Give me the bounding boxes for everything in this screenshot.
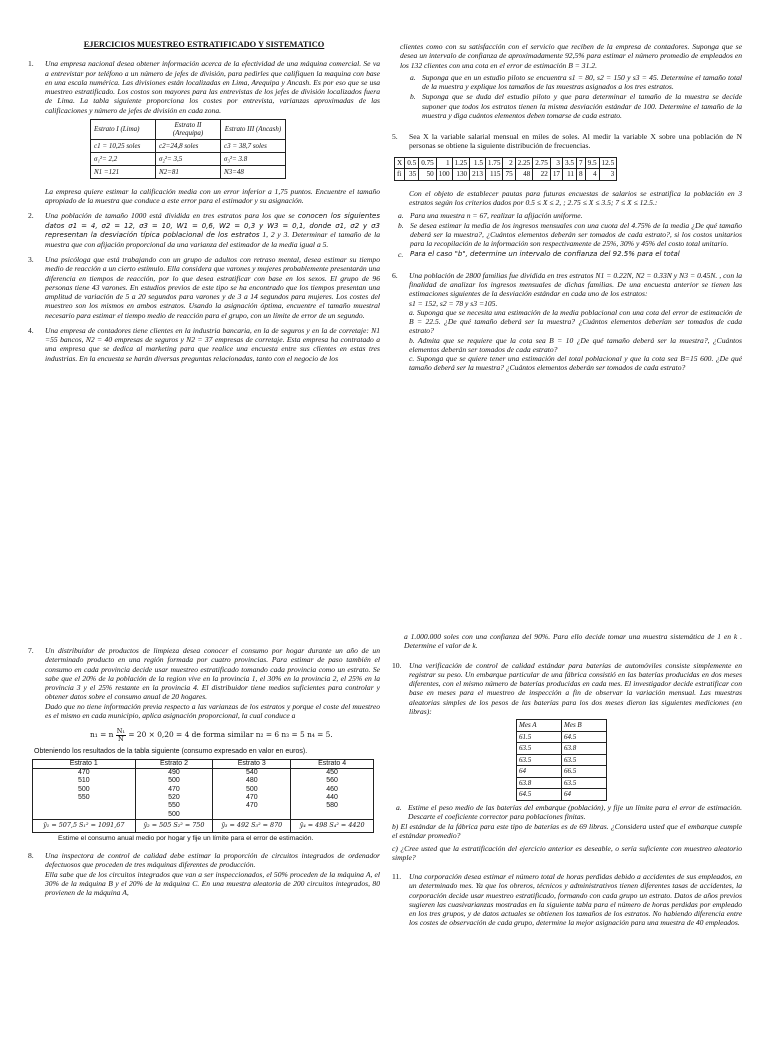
table-row: 510 500 480 560 — [33, 777, 374, 785]
freq-f-cell: 3 — [599, 169, 617, 181]
freq-f-cell: 75 — [503, 169, 515, 181]
exercise-11: 11. Una corporación desea estimar el número total de horas perdidas debido a accidentes de sus empleados, en un determinado mes. Ya que los obreros, técnicos y administrativos tienen diferentes tasas de accidentes, la corporación decide usar muestreo estratificado, formando con cada grupo un estrato. Datos de años previos sugieren las cuasivarianzas mostradas en la siguiente tabla para el número de horas perdidas por empleado en los tres grupos, y de datos actuales se obtienen los tamaños de los estratos. No habiendo diferencia entre los costes de observación de cada grupo, determine la mejor asignación para una muestra de 40 empleados. — [392, 872, 742, 928]
freq-f-cell: 17 — [550, 169, 562, 181]
exercise-2-handwritten-data: conocen los siguientes datos σ1 = 4, σ2 = 12, σ3 = 10, W1 = 0,6, W2 = 0,3 y W3 = 0,1, donde σ1, σ2 y σ3 representan la desviación típica poblacional de los estratos — [45, 212, 380, 240]
table-row: 550 520 470 440 — [33, 794, 374, 802]
exercise-5: 5. Sea X la variable salarial mensual en miles de soles. Al medir la variable X sobre una población de N personas se obtiene la siguiente distribución de frecuencias. — [392, 132, 742, 151]
bottom-left-column: 7. Un distribuidor de productos de limpieza desea conocer el consumo por hogar durante un año de un determinado producto en una región formada por cuatro provincias. Para estimar de paso también el consumo en cada provincia decide usar muestreo estratificado tomando cada provincia como un estrato. Se sabe que el 20% de la población de la region vive en la provincia 1, el 30% en la provincia 2, el 25% en la provincia 3 y el 25% restante en la provincia 4. El distribuidor tiene medios suficientes para controlar y obtener datos sobre el consumo anual de 20 hogares. Dado que no tiene información previa respecto a las varianzas de los estratos y porque el coste del muestreo es el mismo en cada municipio, aplica asignación proporcional, la cual conduce a n₁ = n $\frac{\text{N₁}}{N}$ = 20 × 0,20 = 4 de forma similar n₂ = 6 n₃ = 5 n₄ = 5. Obteniendo los resultados de la tabla siguiente (consumo expresado en valor en euros). Estrato 1 Estrato 2 Estrato 3 Estrato 4 470 490 540 450 510 500 480 560 500 470 500 460 550 520 470 440 550 470 580 500 ȳ₁ = 507,5 S₁² = 1091,67 ȳ₂ = 505 S₂² = 750 ȳ₃ = 492 S₃² = 870 ȳ₄ = 498 S₄² = 4420 Estime el consumo anual medio por hogar y fije un límite para el error de estimación. 8. Una inspectora de control de calidad debe estimar la proporción de circuitos integrados de ordenador defectuosos que proceden de tres máquinas diferentes de producción. Ella sabe que de los circuitos integrados que van a ser inspeccionados, el 50% proceden de la máquina A, el 30% de la máquina B y el 20% de la máquina C. En una muestra aleatoria de 200 circuitos integrados, 80 provienen de la máquina A, — [28, 646, 380, 898]
freq-f-cell: 100 — [436, 169, 452, 181]
freq-x-cell: 1.5 — [470, 157, 486, 169]
battery-weights-table: Mes A Mes B 61.5 64.5 63.5 63.8 63.5 63.5 64 66.5 63.8 63.5 64.5 64 — [516, 719, 607, 801]
table-row: 63.8 63.5 — [517, 777, 607, 789]
exercise-4: 4. Una empresa de contadores tiene clientes en la industria bancaria, en la de seguros y en la de corretaje: N1 =55 bancos, N2 = 40 empresas de seguros y N2 = 37 empresas de corretaje. Esta empresa ha contratado a una empresa que se dedica al marketing para que realice una encuesta entre sus clientes en estas tres industrias. En la encuesta se harán diversas preguntas relacionadas, tanto con el negocio de los — [28, 325, 380, 363]
table-row: 500 470 500 460 — [33, 786, 374, 794]
freq-x-cell: 0.5 — [405, 157, 419, 169]
table-row: 64 66.5 — [517, 766, 607, 778]
freq-f-cell: 22 — [533, 169, 551, 181]
table-row: 470 490 540 450 — [33, 768, 374, 777]
exercise-6: 6. Una población de 2800 familias fue dividida en tres estratos N1 = 0.22N, N2 = 0.33N y N3 = 0.45N. , con la finalidad de analizar los ingresos mensuales de dichas familias. De una encuesta anterior se tienen las estimaciones siguientes de la desviación estándar en cada uno de los estratos: s1 = 152, s2 = 78 y s3 =105. a. Suponga que se necesita una estimación de la media poblacional con una cota del error de estimación de B = 22.5. ¿De qué tamaño deberá ser la muestra? ¿Cuántos elementos deberían ser tomados de cada estrato? b. Admita que se requiere que la cota sea B = 10 ¿De qué tamaño deberá ser la muestra?, ¿Cuántos elementos deberán ser tomados de cada estrato? c. Suponga que se quiere tener una estimación del total poblacional y que la cota sea B=15 600. ¿De qué tamaño deberá ser la muestra? ¿Cuántos elementos deberán ser tomados de cada estrato? — [392, 270, 742, 373]
table-row: 63.5 63.8 — [517, 743, 607, 755]
frequency-table: X 0.5 0.75 1 1.25 1.5 1.75 2 2.25 2.75 3 3.5 7 9.5 12.5 fi 35 50 100 130 213 115 75 48 22 17 11 8 4 3 — [394, 157, 617, 182]
bottom-right-column: a 1.000.000 soles con una confianza del 90%. Para ello decide tomar una muestra sistemática de 1 en k . Determine el valor de k. 10. Una verificación de control de calidad estándar para baterías de automóviles consiste simplemente en registrar su peso. Un embarque particular de una fábrica consistió en las baterías producidas en dos meses diferentes, con el mismo número de baterías producidas en cada mes. El investigador decide estratificar con base en meses para el muestreo de inspección a fin de observar la variación mensual. Las muestras aleatorias simples de los pesos de las baterías para los dos meses dieron las siguientes mediciones (en libras): Mes A Mes B 61.5 64.5 63.5 63.8 63.5 63.5 64 66.5 63.8 63.5 64.5 64 a. Estime el peso medio de las baterías del embarque (población), y fije un límite para el error de estimación. Descarte el coeficiente corrector para poblaciones finitas. b) El estándar de la fábrica para este tipo de baterías es de 69 libras. ¿Considera usted que el embarque cumple el estándar promedio? c) ¿Cree usted que la estratificación del ejercicio anterior es deseable, o sería suficiente con muestreo aleatorio simple? 11. Una corporación desea estimar el número total de horas perdidas debido a accidentes de sus empleados, en un determinado mes. Ya que los obreros, técnicos y administrativos tienen diferentes tasas de accidentes, la corporación decide usar muestreo estratificado, formando con cada grupo un estrato. Datos de años previos sugieren las cuasivarianzas mostradas en la siguiente tabla para el número de horas perdidas por empleado en los tres grupos, y de datos actuales se obtienen los tamaños de los estratos. No habiendo diferencia entre los costes de observación de cada grupo, determine la mejor asignación para una muestra de 40 empleados. — [392, 632, 742, 928]
freq-x-cell: 12.5 — [599, 157, 617, 169]
exercise-9-continued: a 1.000.000 soles con una confianza del 90%. Para ello decide tomar una muestra sistemática de 1 en k . Determine el valor de k. — [404, 632, 742, 651]
top-right-column: clientes como con su satisfacción con el servicio que reciben de la empresa de contadores. Suponga que se desea un intervalo de confianza de aproximadamente 92,5% para estimar el número promedio de empleados en los 132 clientes con una cota en el error de estimación B = 31.2. a. Suponga que en un estudio piloto se encuentra s1 = 80, s2 = 150 y s3 = 45. Determine el tamaño total de la muestra y explique los tamaños de las muestras asignados a los tres estratos. b. Suponga que se duda del estudio piloto y que para determinar el tamaño de la muestra se decide suponer que todos los estratos tienen la misma desviación estándar de 100. Determine el tamaño de la muestra y diga cuántos elementos deben tomarse de cada estrato. 5. Sea X la variable salarial mensual en miles de soles. Al medir la variable X sobre una población de N personas se obtiene la siguiente distribución de frecuencias. X 0.5 0.75 1 1.25 1.5 1.75 2 2.25 2.75 3 3.5 7 9.5 12.5 fi 35 50 100 130 213 115 75 48 22 17 11 8 4 3 Con el objeto de establecer pautas para futuras encuestas de salarios se estratifica la población en 3 estratos según los criterios dados por 0.5 ≤ X ≤ 2, ; 2.75 ≤ X ≤ 3.5; 7 ≤ X ≤ 12.5.: a. Para una muestra n = 67, realizar la afijación uniforme. b. Se desea estimar la media de los ingresos mensuales con una cuota del 4.75% de la media ¿De qué tamaño deberá ser la muestra?, ¿Cuántos elementos deberán ser tomados de cada estrato?, si los costos unitarios para la recopilación de la información son respectivamente de 25%, 30% y 45% del costo total unitario. c. Para el caso "b", determine un intervalo de confianza del 92.5% para el total 6. Una población de 2800 familias fue dividida en tres estratos N1 = 0.22N, N2 = 0.33N y N3 = 0.45N. , con la finalidad de analizar los ingresos mensuales de dichas familias. De una encuesta anterior se tienen las estimaciones siguientes de la desviación estándar en cada uno de los estratos: s1 = 152, s2 = 78 y s3 =105. a. Suponga que se necesita una estimación de la media poblacional con una cota del error de estimación de B = 22.5. ¿De qué tamaño deberá ser la muestra? ¿Cuántos elementos deberían ser tomados de cada estrato? b. Admita que se requiere que la cota sea B = 10 ¿De qué tamaño deberá ser la muestra?, ¿Cuántos elementos deberán ser tomados de cada estrato? c. Suponga que se quiere tener una estimación del total poblacional y que la cota sea B=15 600. ¿De qué tamaño deberá ser la muestra? ¿Cuántos elementos deberán ser tomados de cada estrato? — [392, 42, 742, 373]
summary-stats-row: ȳ₁ = 507,5 S₁² = 1091,67 ȳ₂ = 505 S₂² = 750 ȳ₃ = 492 S₃² = 870 ȳ₄ = 498 S₄² = 4420 — [33, 820, 374, 833]
freq-f-cell: 130 — [452, 169, 470, 181]
exercise-3: 3. Una psicóloga que está trabajando con un grupo de adultos con retraso mental, desea estimar su tiempo medio de reacción a un cierto estímulo. Ella considera que varones y mujeres probablemente presentarán una diferencia en tiempos de reacción, por lo que desea estratificar con base en los sexos. El grupo de 96 personas tiene 43 varones. En estudios previos de este tipo se ha encontrado que los tiempos presentan una amplitud de variación de 5 a 20 segundos para varones y de 3 a 14 segundos para mujeres. Los costes del muestreo son los mismos en ambos estratos. Usando la asignación óptima, encuentre el tamaño muestral necesario para estimar el tiempo medio de reacción para el grupo, con un límite de error de un segundo. — [28, 255, 380, 320]
freq-x-cell: 3.5 — [563, 157, 577, 169]
consumption-table: Estrato 1 Estrato 2 Estrato 3 Estrato 4 470 490 540 450 510 500 480 560 500 470 500 460 550 520 470 440 550 470 580 500 ȳ₁ = 507,5 S₁² = 1091,67 ȳ₂ = 505 S₂² = 750 ȳ₃ = 492 S₃² = 870 ȳ₄ = 498 S₄² = 4420 — [32, 759, 374, 833]
freq-f-cell: 4 — [585, 169, 599, 181]
freq-x-cell: 1.25 — [452, 157, 470, 169]
freq-x-cell: 3 — [550, 157, 562, 169]
freq-f-cell: 35 — [405, 169, 419, 181]
freq-f-cell: 48 — [515, 169, 533, 181]
exercise-4-continued: clientes como con su satisfacción con el servicio que reciben de la empresa de contadores. Suponga que se desea un intervalo de confianza de aproximadamente 92,5% para estimar el número promedio de empleados en los 132 clientes con una cota en el error de estimación B = 31.2. — [400, 42, 742, 70]
proportional-allocation-formula: n₁ = n $\frac{\text{N₁}}{N}$ = 20 × 0,20 = 4 de forma similar n₂ = 6 n₃ = 5 n₄ = 5. — [90, 727, 333, 743]
cost-variance-table: Estrato I (Lima) Estrato II (Arequipa) Estrato III (Ancash) c1 = 10,25 soles c2=24,8 soles c3 = 38,7 soles σ₁²= 2,2 σ₂²= 3,5 σ₃²= 3.8 N1 =121 N2=81 N3=48 — [90, 119, 286, 179]
top-left-column — [28, 38, 380, 598]
table-row: 500 — [33, 811, 374, 820]
freq-x-cell: 1 — [436, 157, 452, 169]
table-row: 64.5 64 — [517, 789, 607, 801]
freq-x-cell: 9.5 — [585, 157, 599, 169]
freq-f-cell: 11 — [563, 169, 577, 181]
exercise-2: 2. Una población de tamaño 1000 está dividida en tres estratos para los que se conocen los siguientes datos σ1 = 4, σ2 = 12, σ3 = 10, W1 = 0,6, W2 = 0,3 y W3 = 0,1, donde σ1, σ2 y σ3 representan la desviación típica poblacional de los estratos 1, 2 y 3. Determinar el tamaño de la muestra que con afijación proporcional da una varianza del estimador de la media igual a 5. — [28, 211, 380, 249]
exercise-1: 1. Una empresa nacional desea obtener información acerca de la efectividad de una máquina comercial. Se va a entrevistar por teléfono a un número de jefes de división, para pedirles que califiquen la maquina con base en una escala numérica. Las divisiones están localizadas en Lima, Arequipa y Ancash. Es por eso que se usa muestreo estratificado. Los costos son mayores para las entrevistas de los jefes de división localizados fuera de Lima. La tabla siguiente proporciona los costes por entrevista, varianzas aproximadas de las calificaciones y número de jefes de división en cada zona. — [28, 59, 380, 115]
freq-x-cell: 7 — [577, 157, 586, 169]
freq-f-cell: 8 — [577, 169, 586, 181]
freq-f-cell: 50 — [419, 169, 437, 181]
exercise-8: 8. Una inspectora de control de calidad debe estimar la proporción de circuitos integrados de ordenador defectuosos que proceden de tres máquinas diferentes de producción. Ella sabe que de los circuitos integrados que van a ser inspeccionados, el 50% proceden de la máquina A, el 30% de la máquina B y el 20% de la máquina C. En una muestra aleatoria de 200 circuitos integrados, 80 provienen de la máquina A, — [28, 851, 380, 898]
freq-f-cell: 115 — [485, 169, 503, 181]
table-row: 61.5 64.5 — [517, 731, 607, 743]
exercise-1-text: Una empresa nacional desea obtener información acerca de la efectividad de una máquina comercial. Se va a entrevistar por teléfono a un número de jefes de división, para pedirles que califiquen la maquina con base en una escala numérica. Las divisiones están localizadas en Lima, Arequipa y Ancash. Es por eso que se usa muestreo estratificado. Los costos son mayores para las entrevistas de los jefes de división localizados fuera de Lima. La tabla siguiente proporciona los costes por entrevista, varianzas aproximadas de las calificaciones y número de jefes de división en cada zona. — [45, 59, 380, 115]
table-row: 550 470 580 — [33, 802, 374, 810]
exercise-7: 7. Un distribuidor de productos de limpieza desea conocer el consumo por hogar durante un año de un determinado producto en una región formada por cuatro provincias. Para estimar de paso también el consumo en cada provincia decide usar muestreo estratificado tomando cada provincia como un estrato. Se sabe que el 20% de la población de la region vive en la provincia 1, el 30% en la provincia 2, el 25% en la provincia 3 y el 25% restante en la provincia 4. El distribuidor tiene medios suficientes para controlar y obtener datos sobre el consumo anual de 20 hogares. Dado que no tiene información previa respecto a las varianzas de los estratos y porque el coste del muestreo es el mismo en cada municipio, aplica asignación proporcional, la cual conduce a — [28, 646, 380, 720]
freq-x-cell: 2.75 — [533, 157, 551, 169]
freq-x-cell: 0.75 — [419, 157, 437, 169]
exercise-1-question: La empresa quiere estimar la calificación media con un error inferior a 1,75 puntos. Encuentre el tamaño apropiado de la muestra que conduce a este error para el estimador y su asignación. — [45, 186, 380, 206]
exercise-10: 10. Una verificación de control de calidad estándar para baterías de automóviles consiste simplemente en registrar su peso. Un embarque particular de una fábrica consistió en las baterías producidas en dos meses diferentes, con el mismo número de baterías producidas en cada mes. El investigador decide estratificar con base en meses para el muestreo de inspección a fin de observar la variación mensual. Las muestras aleatorias simples de los pesos de las baterías para los dos meses dieron las siguientes mediciones (en libras): — [392, 660, 742, 716]
freq-x-cell: 2 — [503, 157, 515, 169]
exercise-5-strata: Con el objeto de establecer pautas para futuras encuestas de salarios se estratifica la población en 3 estratos según los criterios dados por 0.5 ≤ X ≤ 2, ; 2.75 ≤ X ≤ 3.5; 7 ≤ X ≤ 12.5.: — [409, 189, 742, 208]
freq-x-cell: 2.25 — [515, 157, 533, 169]
freq-x-cell: 1.75 — [485, 157, 503, 169]
freq-f-cell: 213 — [470, 169, 486, 181]
page-title: EJERCICIOS MUESTREO ESTRATIFICADO Y SISTEMATICO — [83, 40, 325, 49]
table-row: 63.5 63.5 — [517, 754, 607, 766]
